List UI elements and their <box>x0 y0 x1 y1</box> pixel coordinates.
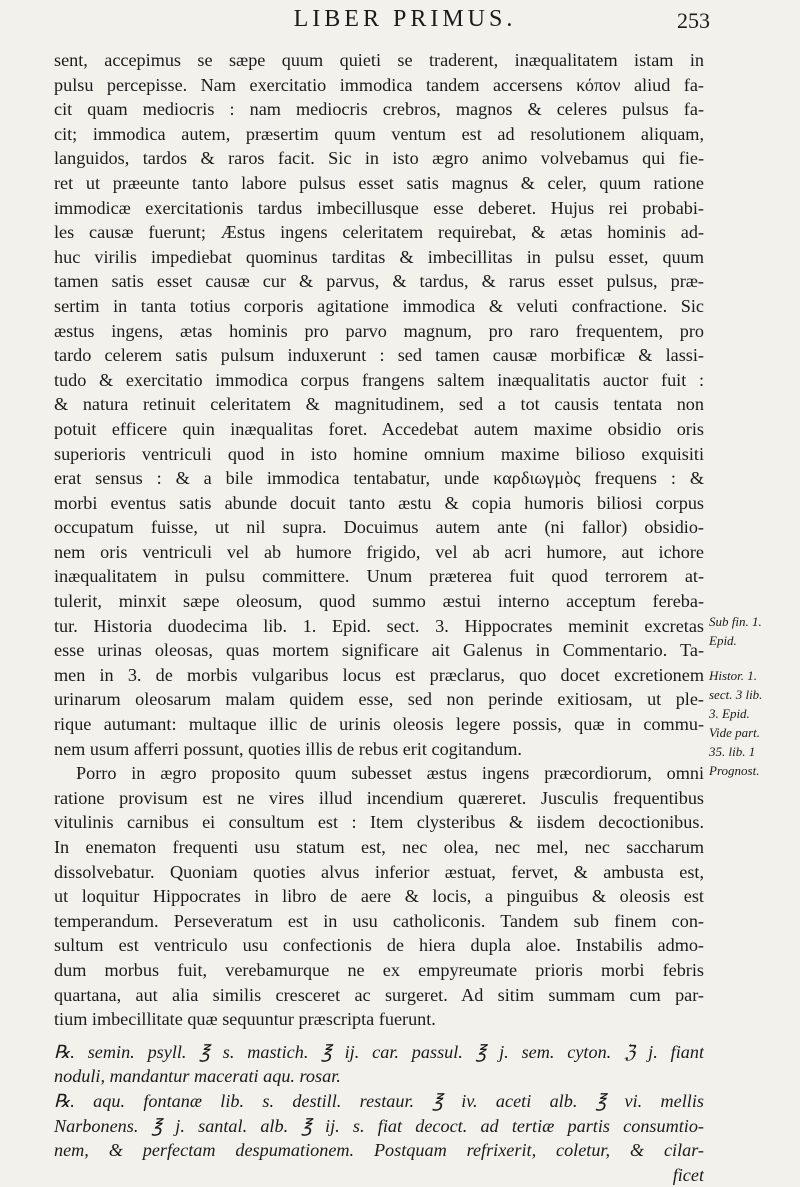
text-line: sertim in tanta totius corporis agitatione immodica & veluti confractione. Sic <box>54 295 704 316</box>
running-header <box>190 6 710 46</box>
margin-note-line: 35. lib. 1 <box>709 744 756 759</box>
text-line: men in 3. de morbis vulgaribus locus est præclarus, quo docet excretionem <box>54 664 704 685</box>
margin-note-line: Sub fin. 1. <box>709 614 762 629</box>
text-line: vitulinis carnibus ei consultum est : Item clysteribus & iisdem decoctionibus. <box>54 812 704 833</box>
text-line: les causæ fuerunt; Æstus ingens celeritatem requirebat, & ætas hominis ad- <box>54 222 704 243</box>
text-line: & natura retinuit celeritatem & magnitudinem, sed a tot causis tentata non <box>54 394 704 415</box>
text-line: occupatum fuisse, ut nil supra. Docuimus autem ante (ni fallor) obsidio- <box>54 517 704 538</box>
recipe-line: ℞. aqu. fontanæ lib. s. destill. restaur. ℥ iv. aceti alb. ℥ vi. mellis <box>54 1090 704 1111</box>
margin-note-line: Histor. 1. <box>709 668 758 683</box>
text-line: ret ut præeunte tanto labore pulsus esset satis magnus & celer, quum ratione <box>54 172 704 193</box>
section-gap <box>54 1032 704 1040</box>
text-line: ratione provisum est ne vires illud incendium quæreret. Jusculis frequentibus <box>54 787 704 808</box>
text-line: superioris ventriculi quod in isto homine omnium maxime biliosо exquisiti <box>54 443 704 464</box>
text-line: cit; immodica autem, præsertim quum ventum est ad resolutionem aliquam, <box>54 123 704 144</box>
text-line: tamen satis esset causæ cur & parvus, & tardus, & rarus esset pulsus, præ- <box>54 271 704 292</box>
text-line: In enematon frequenti usu statum est, nec olea, nec mel, nec saccharum <box>54 837 704 857</box>
text-line: tur. Historia duodecima lib. 1. Epid. sect. 3. Hippocrates meminit excretas <box>54 615 704 636</box>
text-line: pulsu percepisse. Nam exercitatio immodica tandem accersens κόπον aliud fa- <box>54 74 704 95</box>
text-line: esse urinas oleosas, quas mortem significare ait Galenus in Commentario. Ta- <box>54 640 704 661</box>
text-line: dum morbus fuit, verebamurque ne ex empyreumate prioris morbi febris <box>54 959 704 980</box>
margin-note-1 <box>709 612 762 650</box>
text-line: morbi eventus satis abunde docuit tanto æstu & copia humoris biliosi corpus <box>54 492 704 513</box>
page-number: 253 <box>677 8 710 33</box>
text-line: urinarum oleosarum malam quidem esse, sed non perinde exitiosam, ut ple- <box>54 689 704 710</box>
recipe-line: noduli, mandantur macerati aqu. rosar. <box>54 1066 341 1087</box>
text-line: erat sensus : & a bile immodica tentabatur, unde καρδιωγμὸς frequens : & <box>54 468 704 489</box>
margin-note-line: Prognost. <box>709 763 760 778</box>
text-line: tulerit, minxit sæpe oleosum, quod summo æstui interno acceptum fereba- <box>54 591 704 612</box>
text-line: Porro in ægro proposito quum subesset æstus ingens præcordiorum, omni <box>76 763 704 784</box>
recipe-line: Narbonens. ℥ j. santal. alb. ℥ ij. s. fiat decoct. ad tertiæ partis consumtio- <box>54 1115 704 1136</box>
running-title: LIBER PRIMUS. <box>293 6 517 32</box>
text-line: dissolvebatur. Quoniam quoties alvus inferior æstuat, fervet, & ambusta est, <box>54 861 704 882</box>
text-line: temperandum. Perseveratum est in usu catholiconis. Tandem sub finem con- <box>54 910 704 931</box>
text-line: immodicæ exercitationis tardus imbecillusque esse deberet. Hujus rei probabi- <box>54 197 704 218</box>
margin-note-line: Epid. <box>709 633 737 648</box>
text-line: rique autumant: multaque illic de urinis oleosis legere possis, quæ in commu- <box>54 714 704 735</box>
margin-note-line: Vide part. <box>709 725 761 740</box>
text-line: sent, accepimus se sæpe quum quieti se traderent, inæqualitatem istam in <box>54 50 704 70</box>
text-line: sultum est ventriculo usu confectionis de hiera dupla aloe. Instabilis admo- <box>54 935 704 956</box>
recipe-line: nem, & perfectam despumationem. Postquam refrixerit, coletur, & cilar- <box>54 1140 704 1161</box>
body-text <box>54 48 704 1187</box>
recipe-line: ficet <box>672 1164 704 1185</box>
text-line: æstus ingens, ætas hominis pro parvo magnum, pro raro frequentem, pro <box>54 320 704 341</box>
text-line: potuit efficere quin inæqualitas foret. Accedebat autem maxime obsidio oris <box>54 418 704 439</box>
margin-note-2 <box>709 666 762 780</box>
text-line: tardo celerem satis pulsum induxerunt : sed tamen causæ morbificæ & lassi- <box>54 345 704 366</box>
margin-note-line: sect. 3 lib. <box>709 687 763 702</box>
recipe-line: ℞. semin. psyll. ℥ s. mastich. ℥ ij. car. passul. ℥ j. sem. cyton. ℨ j. fiant <box>54 1041 704 1062</box>
margin-note-line: 3. Epid. <box>709 706 750 721</box>
text-line: ut loquitur Hippocrates in libro de aere & locis, a pinguibus & oleosis est <box>54 886 704 907</box>
text-line: huc virilis impediebat quominus tarditas & imbecillitas in pulsu esset, quum <box>54 246 704 267</box>
text-line: nem oris ventriculi vel ab humore frigido, vel ab acri humore, aut ichore <box>54 541 704 562</box>
text-line: inæqualitatem in pulsu committere. Unum præterea fuit quod terrorem at- <box>54 566 704 587</box>
text-line: languidos, tardos & raros facit. Sic in isto ægro animo volvebamus qui fie- <box>54 148 704 169</box>
text-line: nem usum afferri possunt, quoties illis de rebus erit cogitandum. <box>54 738 522 759</box>
text-line: quartana, aut alia similis cresceret ac surgeret. Ad sitim summam cum par- <box>54 984 704 1005</box>
text-line: tudo & exercitatio immodica corpus frangens saltem inæqualitatis auctor fuit : <box>54 369 704 390</box>
text-line: tium imbecillitate quæ sequuntur præscripta fuerunt. <box>54 1009 436 1030</box>
text-line: cit quam mediocris : nam mediocris crebros, magnos & celeres pulsus fa- <box>54 99 704 120</box>
